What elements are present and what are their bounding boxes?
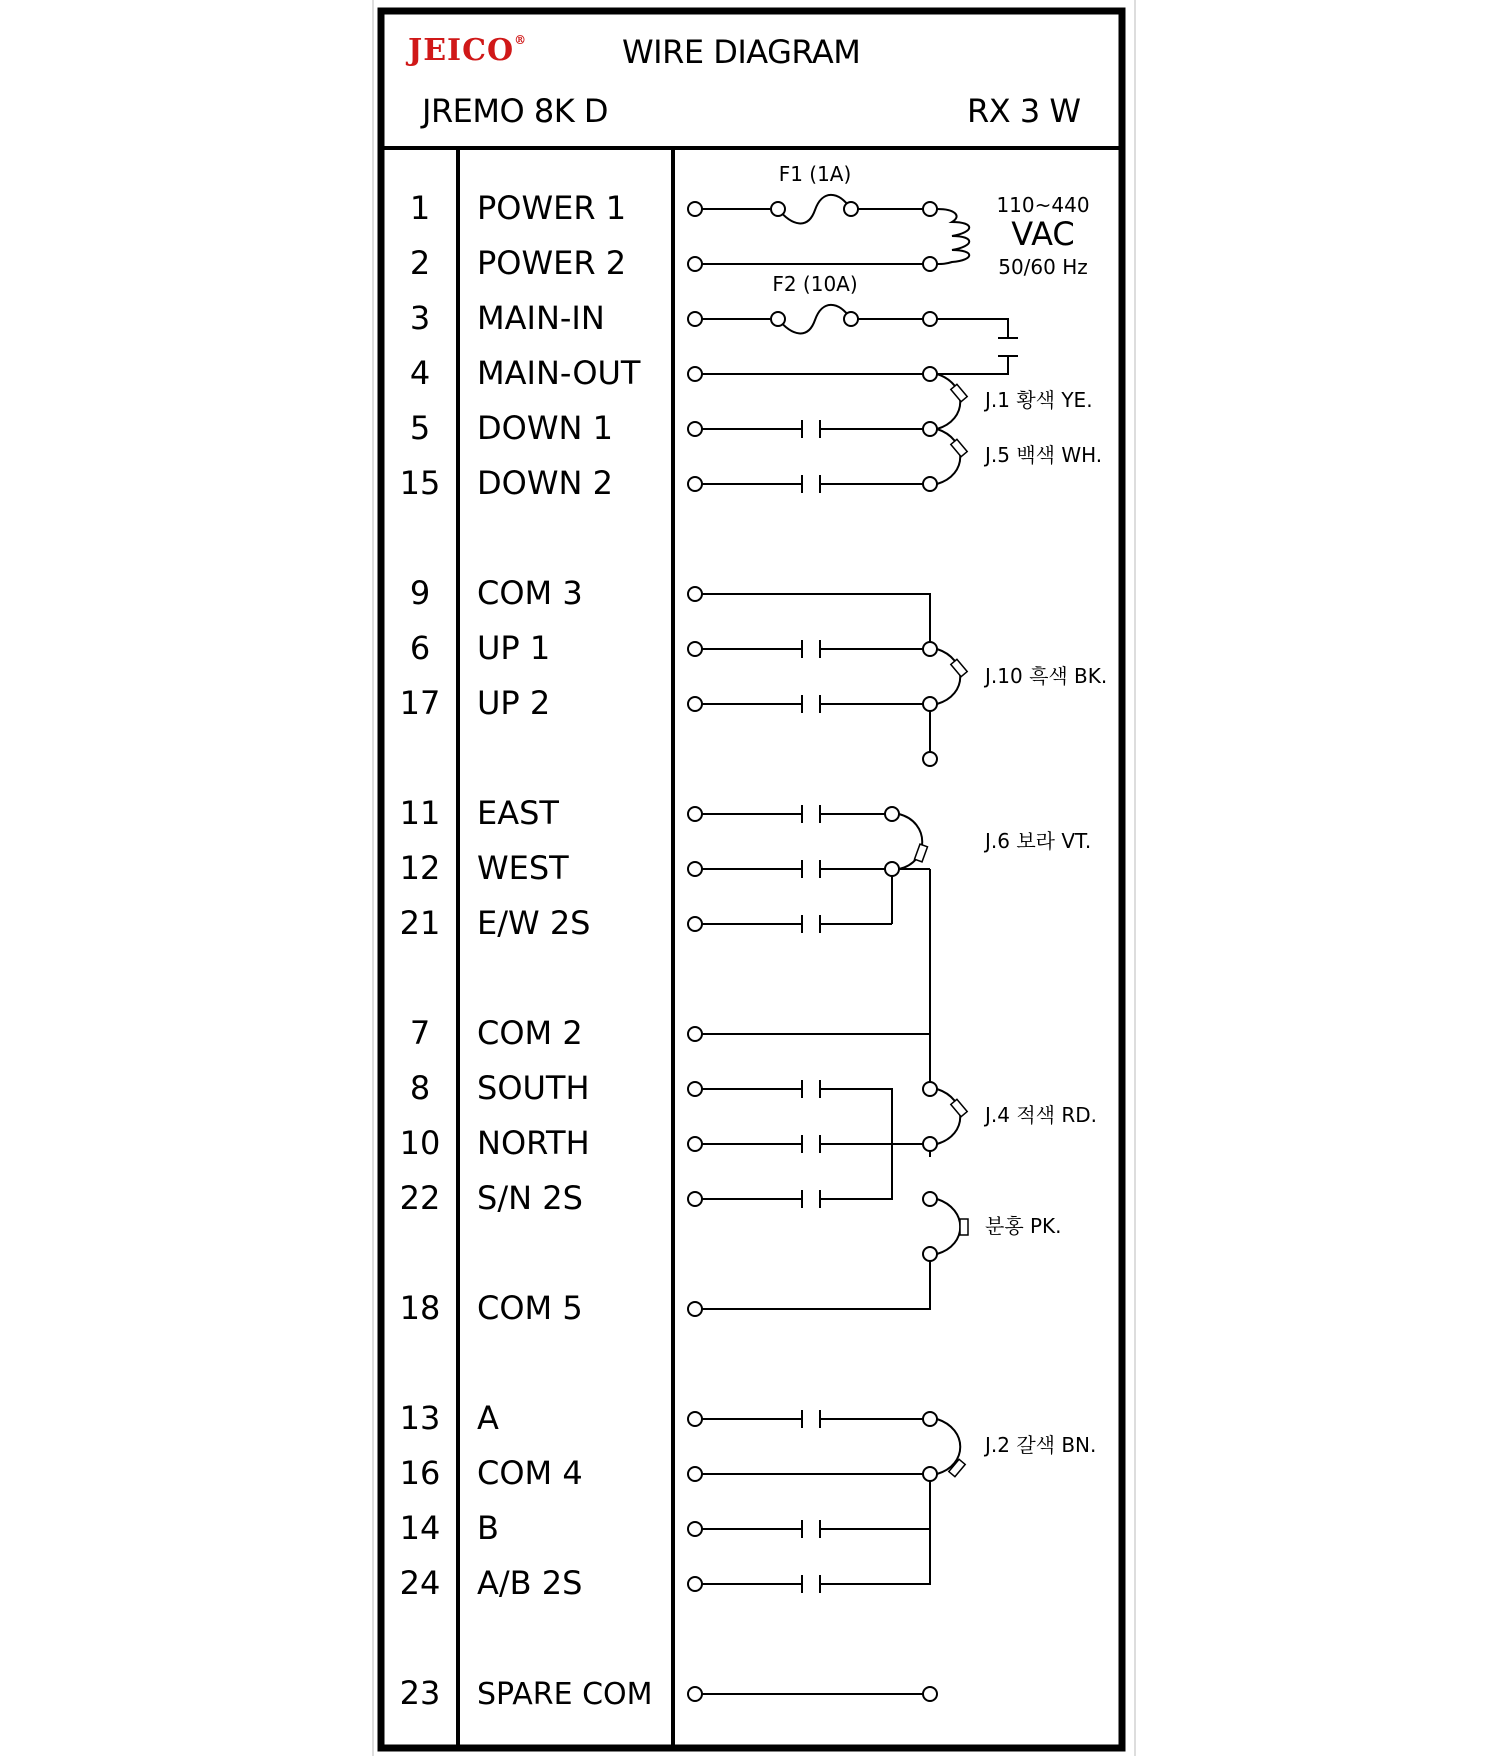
supply-range: 110~440 bbox=[996, 193, 1090, 217]
wiring bbox=[695, 209, 1018, 1694]
terminal-label: COM 2 bbox=[477, 1014, 583, 1052]
terminal-number: 8 bbox=[409, 1069, 431, 1107]
jumper-label: J.5 백색 WH. bbox=[985, 443, 1103, 467]
terminal-number: 18 bbox=[399, 1289, 441, 1327]
transformer-coil-icon bbox=[937, 209, 969, 264]
terminal-number: 15 bbox=[399, 464, 441, 502]
registered-mark: ® bbox=[514, 33, 528, 47]
terminal-number: 24 bbox=[399, 1564, 441, 1602]
terminal-number: 14 bbox=[399, 1509, 441, 1547]
terminal-number: 11 bbox=[399, 794, 441, 832]
terminal-label: SOUTH bbox=[477, 1069, 590, 1107]
terminal-label: POWER 2 bbox=[477, 244, 627, 282]
terminal-number: 12 bbox=[399, 849, 441, 887]
jumper-label: J.4 적색 RD. bbox=[985, 1103, 1097, 1127]
terminal-number: 3 bbox=[409, 299, 431, 337]
terminal-label: NORTH bbox=[477, 1124, 590, 1162]
relay-contact-icons bbox=[802, 420, 820, 1593]
terminal-label: COM 5 bbox=[477, 1289, 583, 1327]
terminal-number: 17 bbox=[399, 684, 441, 722]
terminal-label: COM 3 bbox=[477, 574, 583, 612]
terminal-label: A bbox=[477, 1399, 499, 1437]
terminal-number: 21 bbox=[399, 904, 441, 942]
terminal-circles bbox=[688, 202, 937, 1701]
terminal-label: A/B 2S bbox=[477, 1564, 583, 1602]
jumper-label: J.6 보라 VT. bbox=[985, 829, 1092, 853]
terminal-number: 5 bbox=[409, 409, 431, 447]
terminal-label: SPARE COM bbox=[477, 1677, 653, 1712]
terminal-label: POWER 1 bbox=[477, 189, 627, 227]
terminal-number: 1 bbox=[409, 189, 431, 227]
terminal-label: B bbox=[477, 1509, 499, 1547]
terminal-label: EAST bbox=[477, 794, 559, 832]
jumper-label: J.2 갈색 BN. bbox=[985, 1433, 1097, 1457]
jumper-sleeve-icons bbox=[915, 384, 968, 1476]
terminal-number: 6 bbox=[409, 629, 431, 667]
jumper-label: J.1 황색 YE. bbox=[985, 388, 1093, 412]
jumper-label: 분홍 PK. bbox=[985, 1214, 1062, 1238]
terminal-number: 13 bbox=[399, 1399, 441, 1437]
fuse-label: F2 (10A) bbox=[772, 272, 858, 296]
fuse-label: F1 (1A) bbox=[778, 162, 852, 186]
terminal-number: 10 bbox=[399, 1124, 441, 1162]
terminal-label: S/N 2S bbox=[477, 1179, 583, 1217]
terminal-label: MAIN-IN bbox=[477, 299, 605, 337]
terminal-label: COM 4 bbox=[477, 1454, 583, 1492]
terminal-label: WEST bbox=[477, 849, 569, 887]
terminal-label: E/W 2S bbox=[477, 904, 591, 942]
terminal-number: 23 bbox=[399, 1674, 441, 1712]
terminal-label: UP 2 bbox=[477, 684, 551, 722]
supply-frequency: 50/60 Hz bbox=[998, 255, 1088, 279]
terminal-label: UP 1 bbox=[477, 629, 551, 667]
terminal-number: 4 bbox=[409, 354, 431, 392]
terminal-number: 16 bbox=[399, 1454, 441, 1492]
brand-name: JEICO bbox=[408, 33, 515, 68]
supply-type: VAC bbox=[1011, 215, 1075, 253]
terminal-number: 2 bbox=[409, 244, 431, 282]
terminal-number: 9 bbox=[409, 574, 431, 612]
diagram-title: WIRE DIAGRAM bbox=[622, 33, 861, 71]
terminal-label: DOWN 2 bbox=[477, 464, 613, 502]
jumper-label: J.10 흑색 BK. bbox=[985, 664, 1108, 688]
receiver-variant: RX 3 W bbox=[967, 92, 1081, 130]
terminal-number: 7 bbox=[409, 1014, 431, 1052]
terminal-label: MAIN-OUT bbox=[477, 354, 641, 392]
terminal-number: 22 bbox=[399, 1179, 441, 1217]
model-name: JREMO 8K D bbox=[422, 92, 609, 130]
terminal-label: DOWN 1 bbox=[477, 409, 613, 447]
